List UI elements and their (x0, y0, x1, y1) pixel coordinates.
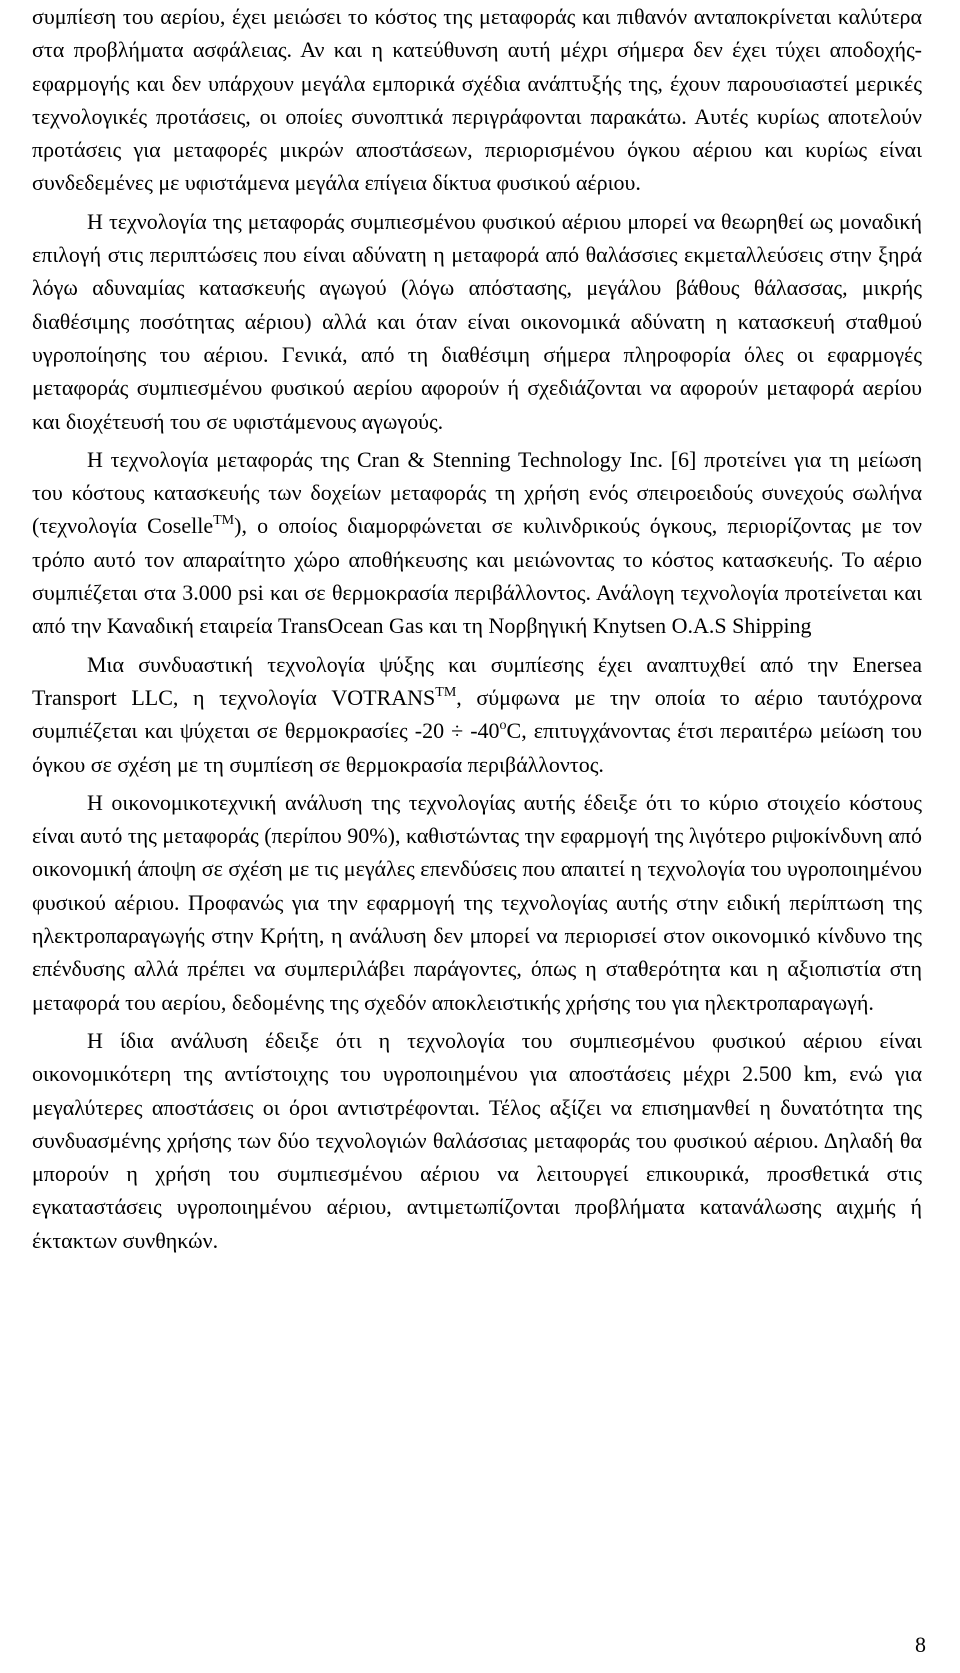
paragraph-1 (32, 0, 922, 200)
paragraph-4-text-c: C, επιτυγχάνοντας έτσι περαιτέρω μείωση του όγκου σε σχέση με τη συμπίεση σε θερμοκρασία περιβάλλοντος. (32, 718, 922, 777)
page-number: 8 (915, 1632, 926, 1657)
paragraph-3-text-a: Η τεχνολογία μεταφοράς της Cran & Stenning Technology Inc. [6] προτείνει για τη μείωση του κόστους κατασκευής των δοχείων μεταφοράς τη χρήση ενός σπειροειδούς συνεχούς σωλήνα (τεχνολογία Coselle (32, 446, 922, 539)
paragraph-3-text-b: ), ο οποίος διαμορφώνεται σε κυλινδρικούς όγκους, περιορίζοντας με τον τρόπο αυτό τον απαραίτητο χώρο αποθήκευσης και μειώνοντας το κόστος κατασκευής. Το αέριο συμπιέζεται στα 3.000 psi και σε θερμοκρασία περιβάλλοντος. Ανάλογη τεχνολογία προτείνεται και από την Καναδική εταιρεία TransOcean Gas και τη Νορβηγική Knytsen O.A.S Shipping (32, 513, 922, 639)
paragraph-6-text: Η ίδια ανάλυση έδειξε ότι η τεχνολογία του συμπιεσμένου φυσικού αέριου είναι οικονομικότερη της αντίστοιχης του υγροποιημένου για αποστάσεις μέχρι 2.500 km, ενώ για μεγαλύτερες αποστάσεις οι όροι αντιστρέφονται. Τέλος αξίζει να επισημανθεί η δυνατότητα της συνδυασμένης χρήσης των δύο τεχνολογιών θαλάσσιας μεταφοράς του φυσικού αέριου. Δηλαδή θα μπορούν η χρήση του συμπιεσμένου αέριου να λειτουργεί επικουρικά, προσθετικά στις εγκαταστάσεις υγροποιημένου αέριου, αντιμετωπίζονται προβλήματα κατανάλωσης αιχμής ή έκτακτων συνθηκών. (32, 1027, 922, 1253)
degree-superscript: o (499, 718, 507, 734)
body-text (32, 0, 922, 1257)
paragraph-5 (32, 786, 922, 1019)
paragraph-4 (32, 648, 922, 781)
paragraph-2-text: Η τεχνολογία της μεταφοράς συμπιεσμένου φυσικού αέριου μπορεί να θεωρηθεί ως μοναδική επιλογή στις περιπτώσεις που είναι αδύνατη η μεταφορά από θαλάσσιες εκμεταλλεύσεις στην ξηρά λόγω αδυναμίας κατασκευής αγωγού (λόγω απόστασης, μεγάλου βάθους θάλασσας, μικρής διαθέσιμης ποσότητας αέριου) αλλά και όταν είναι οικονομικά αδύνατη η κατασκευή σταθμού υγροποίησης του αέριου. Γενικά, από τη διαθέσιμη σήμερα πληροφορία όλες οι εφαρμογές μεταφοράς συμπιεσμένου φυσικού αερίου αφορούν ή σχεδιάζονται να αφορούν μεταφορά αερίου και διοχέτευσή του σε υφιστάμενους αγωγούς. (32, 208, 922, 434)
paragraph-4-text-a: Μια συνδυαστική τεχνολογία ψύξης και συμπίεσης έχει αναπτυχθεί από την Enersea Transport LLC, η τεχνολογία VOTRANS (32, 651, 922, 710)
paragraph-2 (32, 205, 922, 438)
trademark-superscript: TM (213, 513, 235, 529)
paragraph-4-text-b: , σύμφωνα με την οποία το αέριο ταυτόχρονα συμπιέζεται και ψύχεται σε θερμοκρασίες -20 ÷ -40 (32, 684, 922, 744)
trademark-superscript: TM (435, 684, 457, 700)
paragraph-1-text: συμπίεση του αερίου, έχει μειώσει το κόστος της μεταφοράς και πιθανόν ανταποκρίνεται καλύτερα στα προβλήματα ασφάλειας. Αν και η κατεύθυνση αυτή μέχρι σήμερα δεν έχει τύχει αποδοχής-εφαρμογής και δεν υπάρχουν μεγάλα εμπορικά σχέδια ανάπτυξής της, έχουν παρουσιαστεί μερικές τεχνολογικές προτάσεις, οι οποίες συνοπτικά περιγράφονται παρακάτω. Αυτές κυρίως αποτελούν προτάσεις για μεταφορές μικρών αποστάσεων, περιορισμένου όγκου αέριου και κυρίως είναι συνδεδεμένες με υφιστάμενα μεγάλα επίγεια δίκτυα φυσικού αέριου. (32, 4, 922, 196)
paragraph-3 (32, 443, 922, 643)
paragraph-6 (32, 1024, 922, 1257)
paragraph-5-text: Η οικονομικοτεχνική ανάλυση της τεχνολογίας αυτής έδειξε ότι το κύριο στοιχείο κόστους είναι αυτό της μεταφοράς (περίπου 90%), καθιστώντας την εφαρμογή της λιγότερο ριψοκίνδυνη από οικονομική άποψη σε σχέση με τις μεγάλες επενδύσεις που απαιτεί η τεχνολογία του υγροποιημένου φυσικού αέριου. Προφανώς για την εφαρμογή της τεχνολογίας αυτής στην ειδική περίπτωση της ηλεκτροπαραγωγής στην Κρήτη, η ανάλυση δεν μπορεί να περιορισεί στον οικονομικό κίνδυνο της επένδυσης αλλά πρέπει να συμπεριλάβει παράγοντες, όπως η σταθερότητα και η αξιοπιστία στη μεταφορά του αερίου, δεδομένης της σχεδόν αποκλειστικής χρήσης του για ηλεκτροπαραγωγή. (32, 789, 922, 1015)
